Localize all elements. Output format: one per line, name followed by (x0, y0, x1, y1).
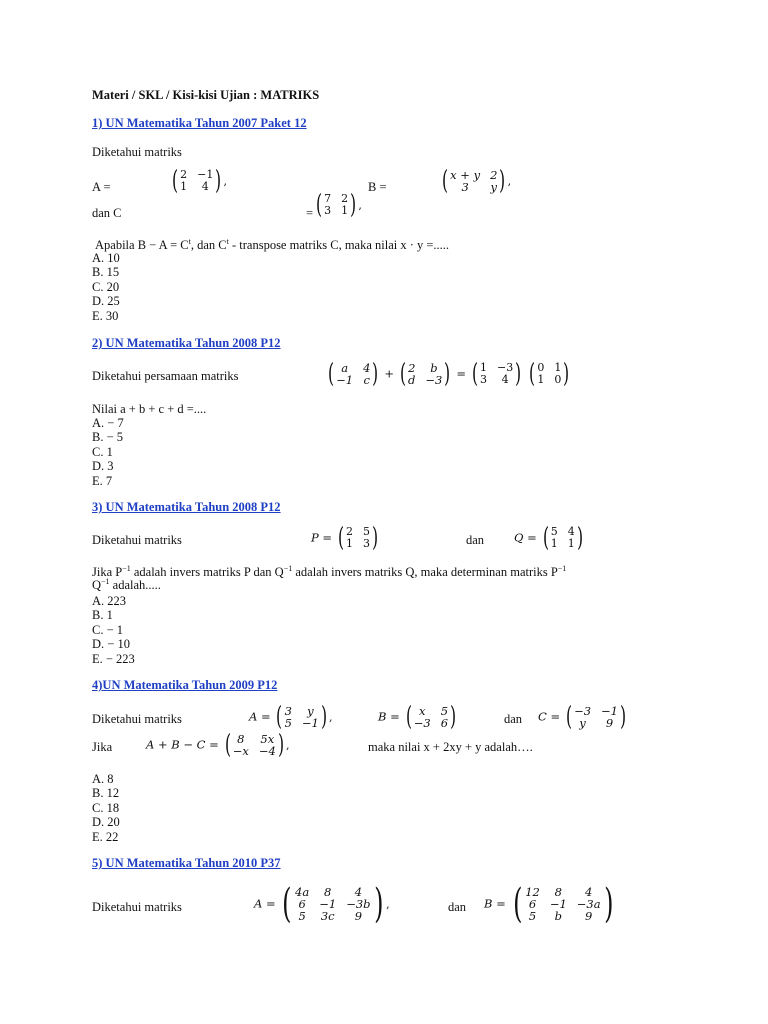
q5-intro: Diketahui matriks (92, 900, 182, 914)
q3-matrix-p: P = ( 2 5 1 3 ) (311, 523, 379, 553)
q1-options (92, 251, 120, 323)
q2-matrix-equation: ( a 4 −1 c ) + ( 2 b d −3 ) = ( 1 −3 3 4 ) ( 0 1 1 0 ) (328, 359, 570, 389)
q4-matrix-a: A = ( 3 y 5 −1 ) , (249, 702, 333, 732)
answer-option: B. 12 (92, 786, 120, 801)
answer-option: C. 20 (92, 279, 120, 294)
answer-option: A. 10 (92, 251, 120, 265)
q4-intro: Diketahui matriks (92, 712, 182, 726)
question-1-heading[interactable]: 1) UN Matematika Tahun 2007 Paket 12 (92, 116, 307, 130)
answer-option: D. 25 (92, 294, 120, 309)
answer-option: B. − 5 (92, 430, 124, 445)
q4-expression: A + B − C = ( 8 5x −x −4 ) , (146, 730, 290, 760)
q4-matrix-c: C = ( −3 −1 y 9 ) (538, 702, 627, 732)
q2-question: Nilai a + b + c + d =.... (92, 402, 207, 416)
answer-option: B. 1 (92, 608, 113, 623)
answer-option: C. 1 (92, 444, 113, 459)
q3-options (92, 594, 135, 666)
answer-option: E. − 223 (92, 651, 135, 666)
answer-option: A. − 7 (92, 416, 124, 430)
question-3-heading[interactable]: 3) UN Matematika Tahun 2008 P12 (92, 500, 281, 514)
q1-matrix-a: ( 2 −1 1 4 ) , (172, 166, 228, 196)
answer-option: E. 22 (92, 829, 119, 844)
q3-question: Jika $P^{-1}$ adalah invers matriks P dan $Q^{-1}$ adalah invers matriks Q, maka determinan matriks $P^{-1}$ $Q^{-1}$ adalah..... (92, 563, 567, 592)
q2-options (92, 416, 124, 488)
answer-option: A. 8 (92, 772, 114, 786)
q4-matrix-b: B = ( x 5 −3 6 ) (378, 702, 457, 732)
q1-a-label: A = (92, 180, 111, 194)
q1-question: Apabila $B - A = C^t$, dan $C^t$ - transpose matriks C, maka nilai x · y =..... (95, 236, 450, 252)
q3-intro: Diketahui matriks (92, 533, 182, 547)
answer-option: C. − 1 (92, 622, 124, 637)
q4-question: maka nilai x + 2xy + y adalah…. (368, 740, 533, 754)
answer-option: E. 7 (92, 473, 113, 488)
q1-matrix-c: ( 7 2 3 1 ) , (316, 190, 362, 220)
q5-matrix-b: B = ( 12 8 4 6 −1 −3a 5 b 9 ) (484, 881, 614, 927)
q1-intro: Diketahui matriks (92, 145, 182, 159)
question-5-heading[interactable]: 5) UN Matematika Tahun 2010 P37 (92, 856, 281, 870)
q4-options (92, 772, 120, 844)
answer-option: E. 30 (92, 308, 119, 323)
page-title: Materi / SKL / Kisi-kisi Ujian : MATRIKS (92, 88, 320, 102)
answer-option: A. 223 (92, 594, 127, 608)
q1-c-equals: = (306, 206, 314, 220)
answer-option: D. 3 (92, 459, 114, 474)
question-4-heading[interactable]: 4)UN Matematika Tahun 2009 P12 (92, 678, 278, 692)
q5-and: dan (448, 900, 467, 914)
answer-option: C. 18 (92, 800, 120, 815)
answer-option: D. − 10 (92, 637, 130, 652)
answer-option: D. 20 (92, 815, 120, 830)
q5-matrix-a: A = ( 4a 8 4 6 −1 −3b 5 3c 9 ) , (254, 881, 390, 927)
q1-matrix-b: ( x + y 2 3 y ) , (442, 166, 512, 196)
answer-option: B. 15 (92, 265, 120, 280)
q3-and: dan (466, 533, 485, 547)
q4-and: dan (504, 712, 523, 726)
q1-c-label: dan C (92, 206, 122, 220)
q3-matrix-q: Q = ( 5 4 1 1 ) (514, 523, 583, 553)
q1-b-label: B = (368, 180, 387, 194)
q2-intro: Diketahui persamaan matriks (92, 369, 239, 383)
q4-jika: Jika (92, 740, 113, 754)
question-2-heading[interactable]: 2) UN Matematika Tahun 2008 P12 (92, 336, 281, 350)
